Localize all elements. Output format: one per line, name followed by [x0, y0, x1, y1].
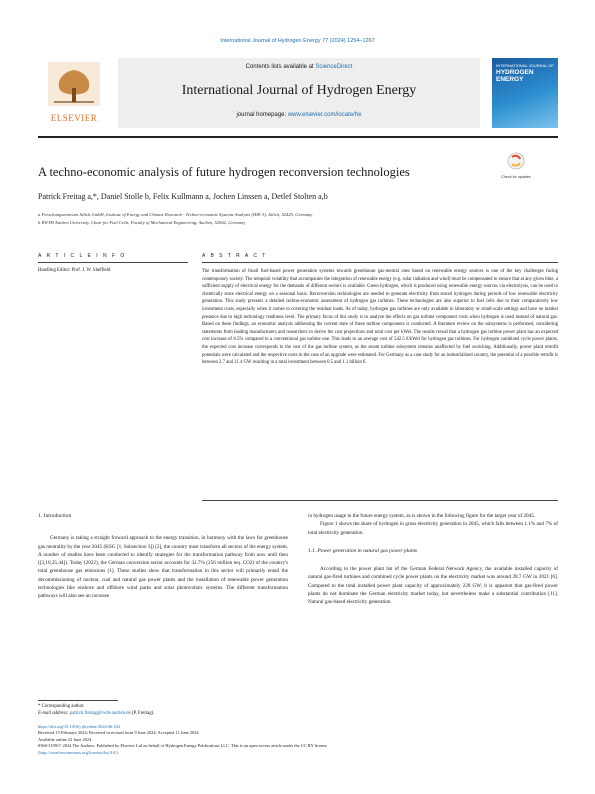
contents-line: [118, 64, 480, 70]
article-info-rule: [38, 262, 188, 263]
journal-masthead: [38, 58, 558, 128]
section-1-1-paragraph: According to the power plant list of the German Federal Network Agency, the available installed capacity of natural gas-fired turbines and combined cycle power plants on the electricity market was around 28.7 GW in 2021 [6]. Compared to the total installed power plant capacity of approximately 228 GW, it is apparent that gas-fired power plants do not dominate the German electricity market today, but nevertheless make a substantial contribution [11]. Natural gas-based electricity generation: [308, 566, 558, 606]
sciencedirect-link[interactable]: ScienceDirect: [315, 64, 353, 70]
intro-paragraph-2: in hydrogen usage in the future energy system, as is shown in the following figure for the target year of 2045.: [308, 513, 536, 519]
journal-title: International Journal of Hydrogen Energy: [181, 83, 417, 98]
handling-editor: Handling Editor: Prof. J. W. Sheffield: [38, 268, 111, 273]
left-column: [38, 512, 288, 601]
available-online: Available online 22 June 2024: [38, 736, 92, 742]
elsevier-logo[interactable]: [38, 58, 110, 128]
footnote-rule: [38, 700, 118, 701]
publication-info: [38, 724, 558, 756]
homepage-line: [118, 112, 480, 118]
email-label: E-mail address:: [38, 711, 70, 716]
abstract-rule-bottom: [202, 500, 558, 501]
elsevier-tree-icon: [48, 62, 100, 106]
right-column: [308, 512, 558, 607]
homepage-link[interactable]: www.elsevier.com/locate/he: [287, 112, 362, 118]
received-dates: Received 15 February 2024; Received in revised form 9 June 2024; Accepted 11 June 2024: [38, 730, 199, 736]
intro-paragraph-3: Figure 1 shows the share of hydrogen in gross electricity generation in 2045, which falls between 1.1% and 7% of total electricity generation.: [308, 521, 558, 536]
email-suffix: (P. Freitag).: [130, 711, 155, 716]
masthead-divider: [38, 136, 558, 138]
license-text: 0360-3199/© 2024 The Authors. Published by Elsevier Ltd on behalf of Hydrogen Energy Publications LLC. This is an open access article under the CC BY license: [38, 743, 327, 749]
check-updates-icon: [507, 152, 525, 170]
journal-cover[interactable]: [492, 58, 558, 128]
email-link[interactable]: patrick.freitag@rwth-aachen.de: [69, 711, 131, 716]
article-title: A techno-economic analysis of future hydrogen reconversion technologies: [38, 165, 410, 179]
journal-reference[interactable]: International Journal of Hydrogen Energy 77 (2024) 1254–1267: [220, 38, 375, 44]
section-1-heading: 1. Introduction: [38, 513, 72, 519]
author-list[interactable]: Patrick Freitag a,*, Daniel Stolle b, Felix Kullmann a, Jochen Linssen a, Detlef Stolten a,b: [38, 192, 328, 201]
check-updates-label: Check for updates: [501, 175, 531, 179]
article-info-heading: A R T I C L E I N F O: [38, 253, 127, 259]
doi-link[interactable]: https://doi.org/10.1016/j.ijhydene.2024.06.164: [38, 724, 120, 729]
section-1-1-heading: 1.1. Power generation in natural gas power plants: [308, 547, 418, 554]
masthead-center: [118, 58, 480, 128]
abstract-rule-top: [202, 262, 558, 263]
license-link[interactable]: (http://creativecommons.org/licenses/by/4.0/).: [38, 749, 120, 755]
footnotes: [38, 703, 288, 717]
cover-line2: HYDROGEN ENERGY: [496, 69, 534, 83]
intro-paragraph-1: Germany is taking a straight forward approach to the energy transition, in harmony with the laws for greenhouse gas neutrality by the year 2045 (KSG [1, Subsection 3]) [2], the country must transform all sectors of the energy system. A number of studies have been conducted to identify strategies for the transformation pathway from now until then ([3,10,25,44]). Today (2022), the German conversion sector accounts for 32.7% (256 million teq. CO2) of the country's total greenhouse gas emissions [1]. These studies show that transformation in this sector will primarily entail the decommissioning of nuclear, coal and natural gas power plants and the installation of renewable power generation technologies like onshore and offshore wind parks and solar photovoltaic systems. The different transformation pathways will also see an increase: [38, 535, 288, 600]
homepage-prefix: journal homepage:: [236, 112, 288, 118]
email-note: [38, 710, 288, 717]
affiliation-a: a Forschungszentrum Jülich GmbH, Institute of Energy and Climate Research - Techno-economic Systems Analysis (IEK-3), Jülich, 52425, Germany: [38, 212, 313, 217]
publisher-name: ELSEVIER: [50, 113, 98, 123]
affiliation-b: b RWTH Aachen University, Chair for Fuel Cells, Faculty of Mechanical Engineering, Aachen, 52062, Germany: [38, 220, 246, 225]
cover-line1: INTERNATIONAL JOURNAL OF: [496, 63, 554, 68]
abstract-heading: A B S T R A C T: [202, 253, 268, 259]
corresponding-author-note: * Corresponding author.: [38, 704, 85, 709]
check-for-updates-badge[interactable]: [500, 152, 532, 182]
abstract-text: The transformation of fossil fuel-based power generation systems towards greenhouse gas-neutral ones based on renewable energy sources is one of the key challenges facing contemporary society. The temporal volatility that accompanies the integration of renewable energy (e.g. solar radiation and wind) must be compensated to ensure that at any given time, a sufficient supply of electrical energy for the demands of different sectors is available. Green hydrogen, which is produced using renewable energy sources via electrolysis, can be used to chemically store electrical energy on a seasonal basis. Reconversion technologies are needed to generate electricity from stored hydrogen during periods of low renewable electricity generation. This study presents a detailed techno-economic assessment of hydrogen gas turbines. These technologies are also superior to fuel cells due to their comparatively low investment costs, especially when it comes to covering the residual loads. As of today, hydrogen gas turbines are only available in laboratory or small-scale settings and have no market presence due to high technology readiness level. The primary focus of this study is to analyze the effects on gas turbine component costs when hydrogen is used instead of natural gas. Based on these findings, an economic analysis addressing the current state of these turbine components is conducted. A literature review on the subsystems is performed, considering statements from leading manufacturers and researchers to derive the cost projections and total cost per kWel. The results reveal that a hydrogen gas turbine power plant has an expected cost increase of 8.5% compared to a conventional gas turbine one. This leads to an average cost of 542.5 €/kWel for hydrogen gas turbines. For hydrogen combined cycle power plants, the expected cost increase corresponds to the cost of the gas turbine system, as the steam turbine subsystem remains unaffected by fuel switching. Additionally, power plant retrofit potentials were calculated and the respective costs in the case of an upgrade were estimated. For Germany as a case study for an industrialized country, the potential of a possible retrofit is between 2.7 and 11.4 GW resulting in a total investment between 0.5 and 1.1 billion €.: [202, 269, 558, 366]
contents-prefix: Contents lists available at: [245, 64, 316, 70]
